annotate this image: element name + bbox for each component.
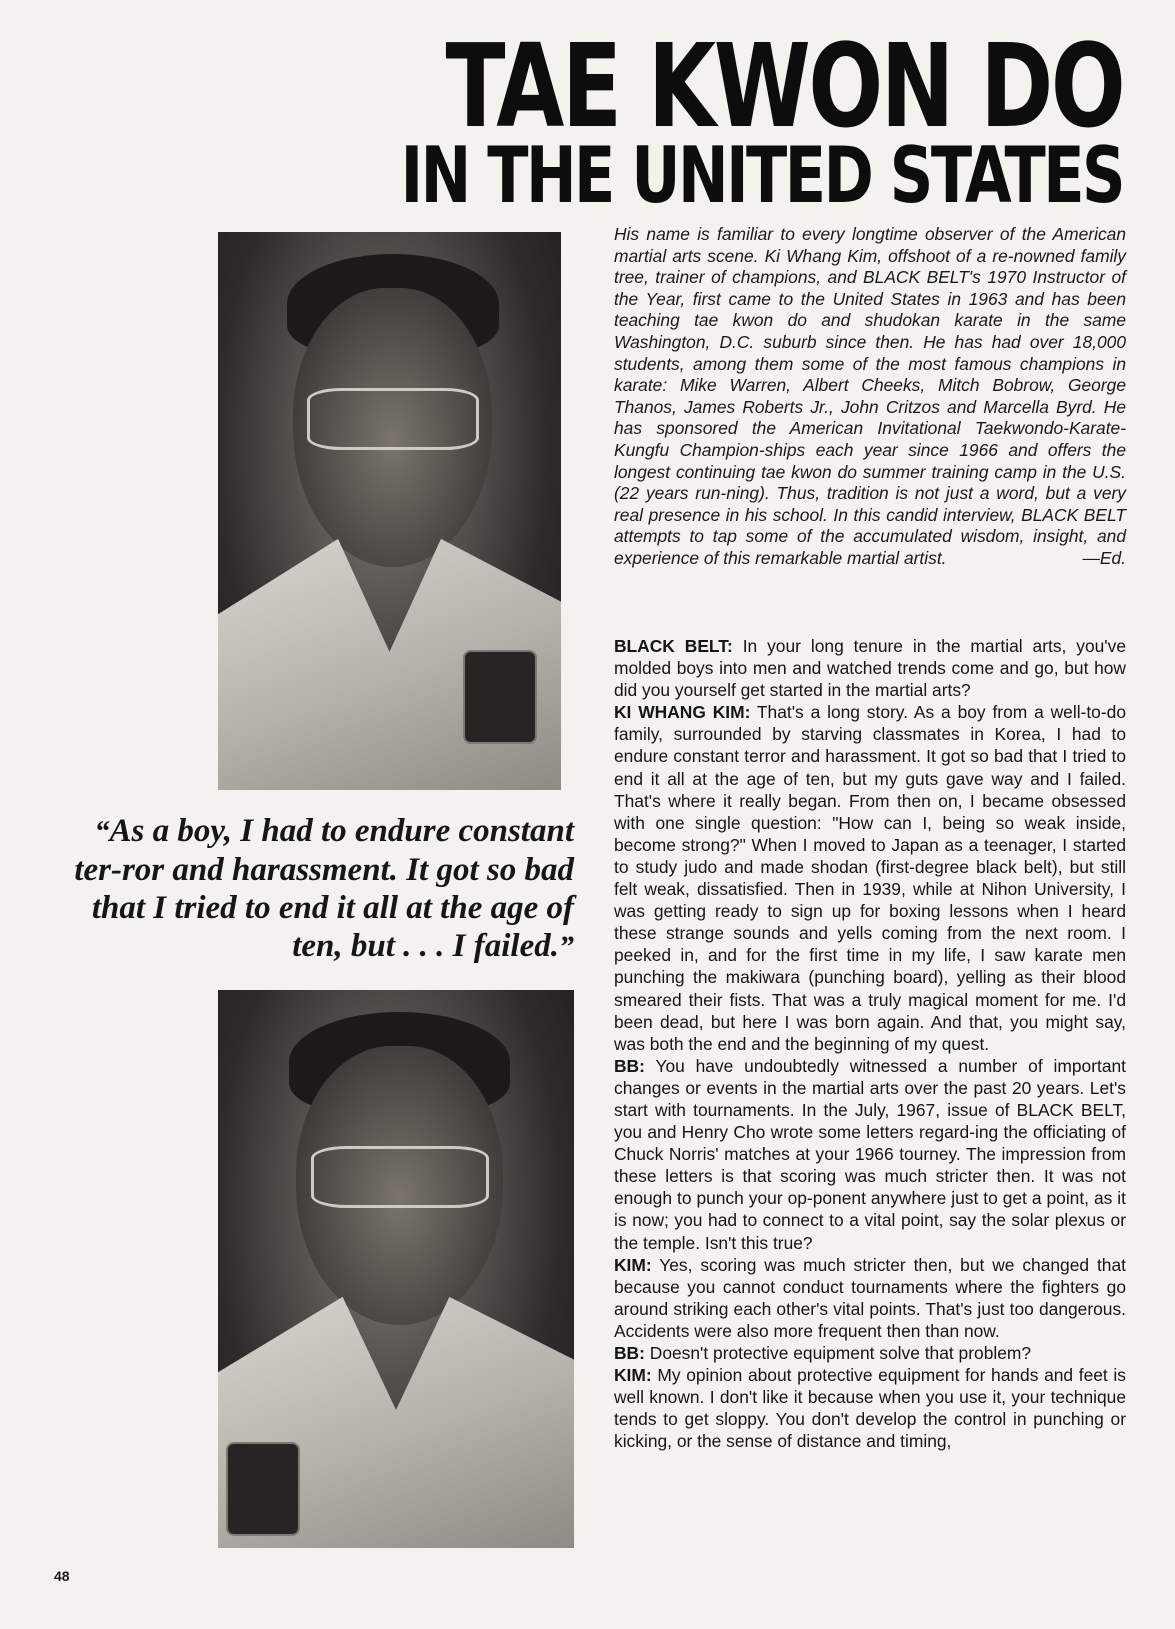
interview-paragraph	[614, 1364, 1126, 1452]
glasses-shape	[307, 388, 479, 449]
paragraph-text: Yes, scoring was much stricter then, but we changed that because you cannot conduct tournaments where the fighters go around striking each other's vital points. That's just too dangerous. Accidents were also more frequent then than now.	[614, 1254, 1126, 1341]
intro-paragraph	[614, 224, 1126, 570]
interview-paragraph	[614, 1254, 1126, 1342]
glasses-shape	[311, 1146, 489, 1207]
interview-paragraph	[614, 635, 1126, 701]
speaker-label: BB:	[614, 1055, 645, 1076]
portrait-photo-bottom	[218, 990, 574, 1548]
paragraph-text: Doesn't protective equipment solve that problem?	[649, 1343, 1032, 1363]
uniform-patch	[463, 650, 537, 744]
uniform-patch	[226, 1442, 300, 1536]
intro-text: His name is familiar to every longtime observer of the American martial arts scene. Ki Whang Kim, offshoot of a re-nowned family tree, trainer of champions, and BLACK BELT's 1970 Instructor of the Year, first came to the United States in 1963 and has been teaching tae kwon do and shudokan karate in the same Washington, D.C. suburb since then. He has had over 18,000 students, among them some of the most famous champions in karate: Mike Warren, Albert Cheeks, Mitch Bobrow, George Thanos, James Roberts Jr., John Critzos and Marcella Byrd. He has sponsored the American Invitational Taekwondo-Karate-Kungfu Champion-ships each year since 1966 and offers the longest continuing tae kwon do summer training camp in the U.S. (22 years run-ning). Thus, tradition is not just a word, but a very real presence in his school. In this candid interview, BLACK BELT attempts to tap some of the accumulated wisdom, insight, and experience of this remarkable martial artist.	[614, 224, 1126, 568]
pull-quote	[54, 812, 574, 966]
speaker-label: BB:	[614, 1343, 645, 1363]
article-subtitle: IN THE UNITED STATES	[400, 129, 1123, 221]
article-title: TAE KWON DO	[445, 18, 1123, 154]
interview-paragraph	[614, 701, 1126, 1055]
editor-signature: —Ed.	[1082, 547, 1126, 568]
speaker-label: KIM:	[614, 1254, 652, 1275]
paragraph-text: In your long tenure in the martial arts, you've molded boys into men and watched trends come and go, but how did you yourself get started in the martial arts?	[614, 636, 1126, 701]
interview-body	[614, 635, 1126, 1452]
quote-close-mark: ”	[559, 930, 574, 963]
pull-quote-text: As a boy, I had to endure constant ter-ror and harassment. It got so bad that I tried to end it all at the age of ten, but . . . I failed.	[74, 813, 574, 964]
quote-open-mark: “	[94, 815, 110, 848]
interview-paragraph	[614, 1342, 1126, 1364]
portrait-photo-top	[218, 232, 561, 790]
paragraph-text: You have undoubtedly witnessed a number of important changes or events in the martial arts over the past 20 years. Let's start with tournaments. In the July, 1967, issue of BLACK BELT, you and Henry Cho wrote some letters regard-ing the officiating of Chuck Norris' matches at your 1966 tourney. The impression from these letters is that scoring was much stricter then. It was not enough to punch your op-ponent anywhere just to get a point, as it is now; you had to connect to a vital point, say the solar plexus or the temple. Isn't this true?	[614, 1055, 1126, 1253]
page-number: 48	[54, 1568, 70, 1584]
paragraph-text: That's a long story. As a boy from a well-to-do family, surrounded by starving classmates in Korea, I had to endure constant terror and harassment. It got so bad that I tried to end it all at the age of ten, but my guts gave way and I failed. That's where it really began. From then on, I became obsessed with one single question: "How can I, being so weak inside, become strong?" When I moved to Japan as a teenager, I started to study judo and made shodan (first-degree black belt), but still felt weak, dissatisfied. Then in 1939, while at Nihon University, I was getting ready to sign up for boxing lessons when I heard these strange sounds and yells coming from the next room. I peeked in, and for the first time in my life, I saw karate men punching the makiwara (punching board), yelling as their blood smeared their fists. That was a truly magical moment for me. I'd been dead, but here I was born again. And that, you might say, was both the end and the beginning of my quest.	[614, 702, 1126, 1054]
paragraph-text: My opinion about protective equipment for hands and feet is well known. I don't like it because when you use it, your technique tends to get sloppy. You don't develop the control in punching or kicking, or the sense of distance and timing,	[614, 1365, 1126, 1452]
speaker-label: KIM:	[614, 1365, 652, 1386]
speaker-label: KI WHANG KIM:	[614, 702, 751, 723]
speaker-label: BLACK BELT:	[614, 636, 733, 656]
interview-paragraph	[614, 1055, 1126, 1254]
